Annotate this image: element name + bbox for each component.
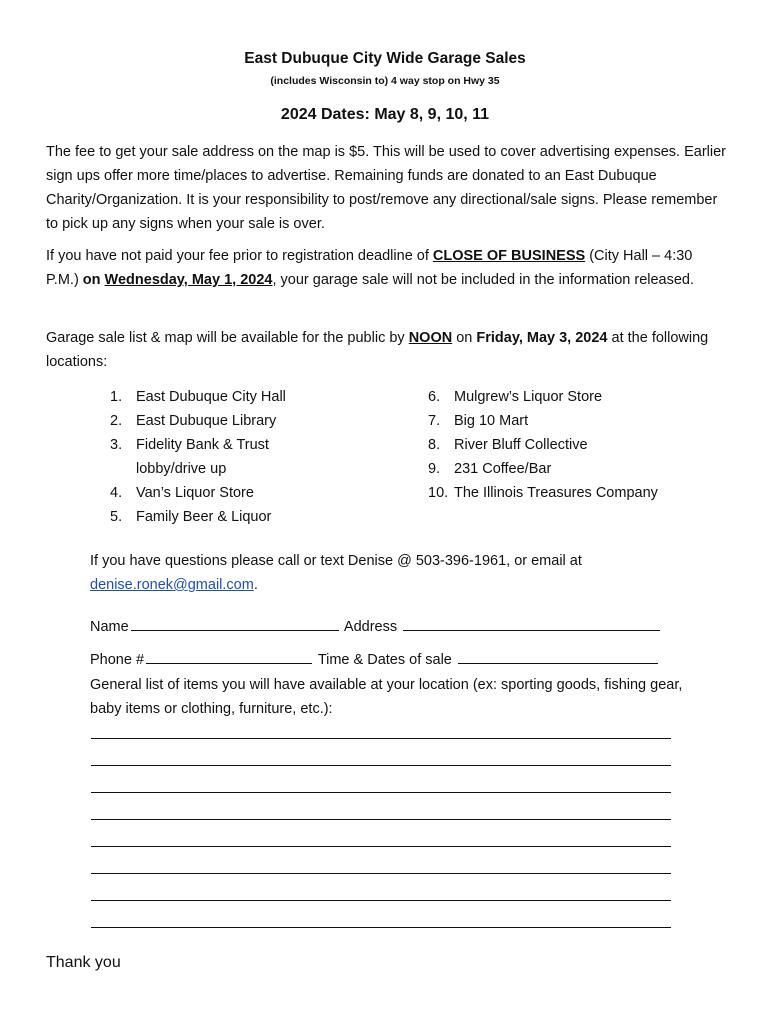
items-line[interactable] xyxy=(91,900,671,901)
address-label: Address xyxy=(343,619,398,635)
list-item-label: The Illinois Treasures Company xyxy=(454,485,658,501)
items-line[interactable] xyxy=(91,738,671,739)
contact-paragraph xyxy=(90,549,710,597)
availability-text-2: on xyxy=(452,330,477,346)
items-line[interactable] xyxy=(91,873,671,874)
deadline-on-word: on xyxy=(82,272,105,288)
list-item-number: 3. xyxy=(110,437,123,453)
deadline-date: Wednesday, May 1, 2024 xyxy=(104,272,273,288)
contact-end: . xyxy=(253,577,258,593)
list-item xyxy=(428,385,728,409)
availability-text-1: Garage sale list & map will be available for the public by xyxy=(46,330,409,346)
phone-field[interactable] xyxy=(146,649,312,664)
list-item-number: 5. xyxy=(110,509,123,525)
list-item-label: East Dubuque City Hall xyxy=(136,389,286,405)
list-item-label: Big 10 Mart xyxy=(454,413,529,429)
list-item xyxy=(428,481,728,505)
list-item xyxy=(110,409,410,433)
list-item-label: Van’s Liquor Store xyxy=(136,485,254,501)
items-line[interactable] xyxy=(91,819,671,820)
page-title: East Dubuque City Wide Garage Sales xyxy=(244,50,526,67)
deadline-text-3: , your garage sale will not be included in the information released. xyxy=(272,272,695,288)
list-item xyxy=(110,385,410,409)
list-item-number: 2. xyxy=(110,413,123,429)
availability-time: NOON xyxy=(408,330,453,346)
email-link[interactable]: denise.ronek@gmail.com xyxy=(90,577,254,593)
list-item-label: 231 Coffee/Bar xyxy=(454,461,552,477)
list-item-number: 4. xyxy=(110,485,123,501)
deadline-text-1: If you have not paid your fee prior to registration deadline of xyxy=(46,248,433,264)
deadline-label: CLOSE OF BUSINESS xyxy=(432,248,586,264)
deadline-text-2: (City Hall – 4:30 P.M.) xyxy=(46,248,693,288)
time-dates-field[interactable] xyxy=(458,649,658,664)
time-dates-label: Time & Dates of sale xyxy=(317,652,452,668)
thank-you-text: Thank you xyxy=(46,954,121,971)
phone-label: Phone # xyxy=(90,652,145,668)
locations-list-left xyxy=(110,385,410,529)
list-item xyxy=(110,505,410,529)
list-item-label: Fidelity Bank & Trust lobby/drive up xyxy=(136,437,269,477)
deadline-paragraph xyxy=(46,244,726,292)
list-item-number: 9. xyxy=(428,461,441,477)
list-item-label: East Dubuque Library xyxy=(136,413,277,429)
list-item-number: 10. xyxy=(428,485,449,501)
list-item xyxy=(110,433,410,481)
phone-time-row xyxy=(90,648,710,672)
list-item xyxy=(428,409,728,433)
list-item-number: 1. xyxy=(110,389,123,405)
address-field[interactable] xyxy=(403,616,660,631)
contact-text: If you have questions please call or text Denise @ 503-396-1961, or email at xyxy=(90,553,582,569)
items-line[interactable] xyxy=(91,927,671,928)
list-item-label: Family Beer & Liquor xyxy=(136,509,272,525)
items-line[interactable] xyxy=(91,792,671,793)
items-label: General list of items you will have available at your location (ex: sporting goods, fishing gear, baby items or clothing, furniture, etc.): xyxy=(90,677,683,717)
fee-paragraph: The fee to get your sale address on the map is $5. This will be used to cover advertising expenses. Earlier sign ups offer more time/places to advertise. Remaining funds are donated to an East Dubuque Charity/Organization. It is your responsibility to post/remove any directional/sale signs. Please remember to pick up any signs when your sale is over. xyxy=(46,144,726,232)
availability-text-3: at the following locations: xyxy=(46,330,709,370)
page-subtitle: (includes Wisconsin to) 4 way stop on Hwy 35 xyxy=(270,75,500,87)
items-line[interactable] xyxy=(91,765,671,766)
list-item-label: Mulgrew’s Liquor Store xyxy=(454,389,603,405)
list-item-number: 6. xyxy=(428,389,441,405)
list-item xyxy=(428,457,728,481)
name-label: Name xyxy=(90,619,129,635)
list-item xyxy=(110,481,410,505)
list-item-number: 7. xyxy=(428,413,441,429)
availability-date: Friday, May 3, 2024 xyxy=(476,330,608,346)
name-address-row xyxy=(90,615,710,639)
list-item xyxy=(428,433,728,457)
availability-paragraph xyxy=(46,326,726,374)
name-field[interactable] xyxy=(131,616,339,631)
locations-list-right xyxy=(428,385,728,505)
items-line[interactable] xyxy=(91,846,671,847)
list-item-number: 8. xyxy=(428,437,441,453)
sale-dates-heading: 2024 Dates: May 8, 9, 10, 11 xyxy=(280,106,490,123)
list-item-label: River Bluff Collective xyxy=(454,437,588,453)
